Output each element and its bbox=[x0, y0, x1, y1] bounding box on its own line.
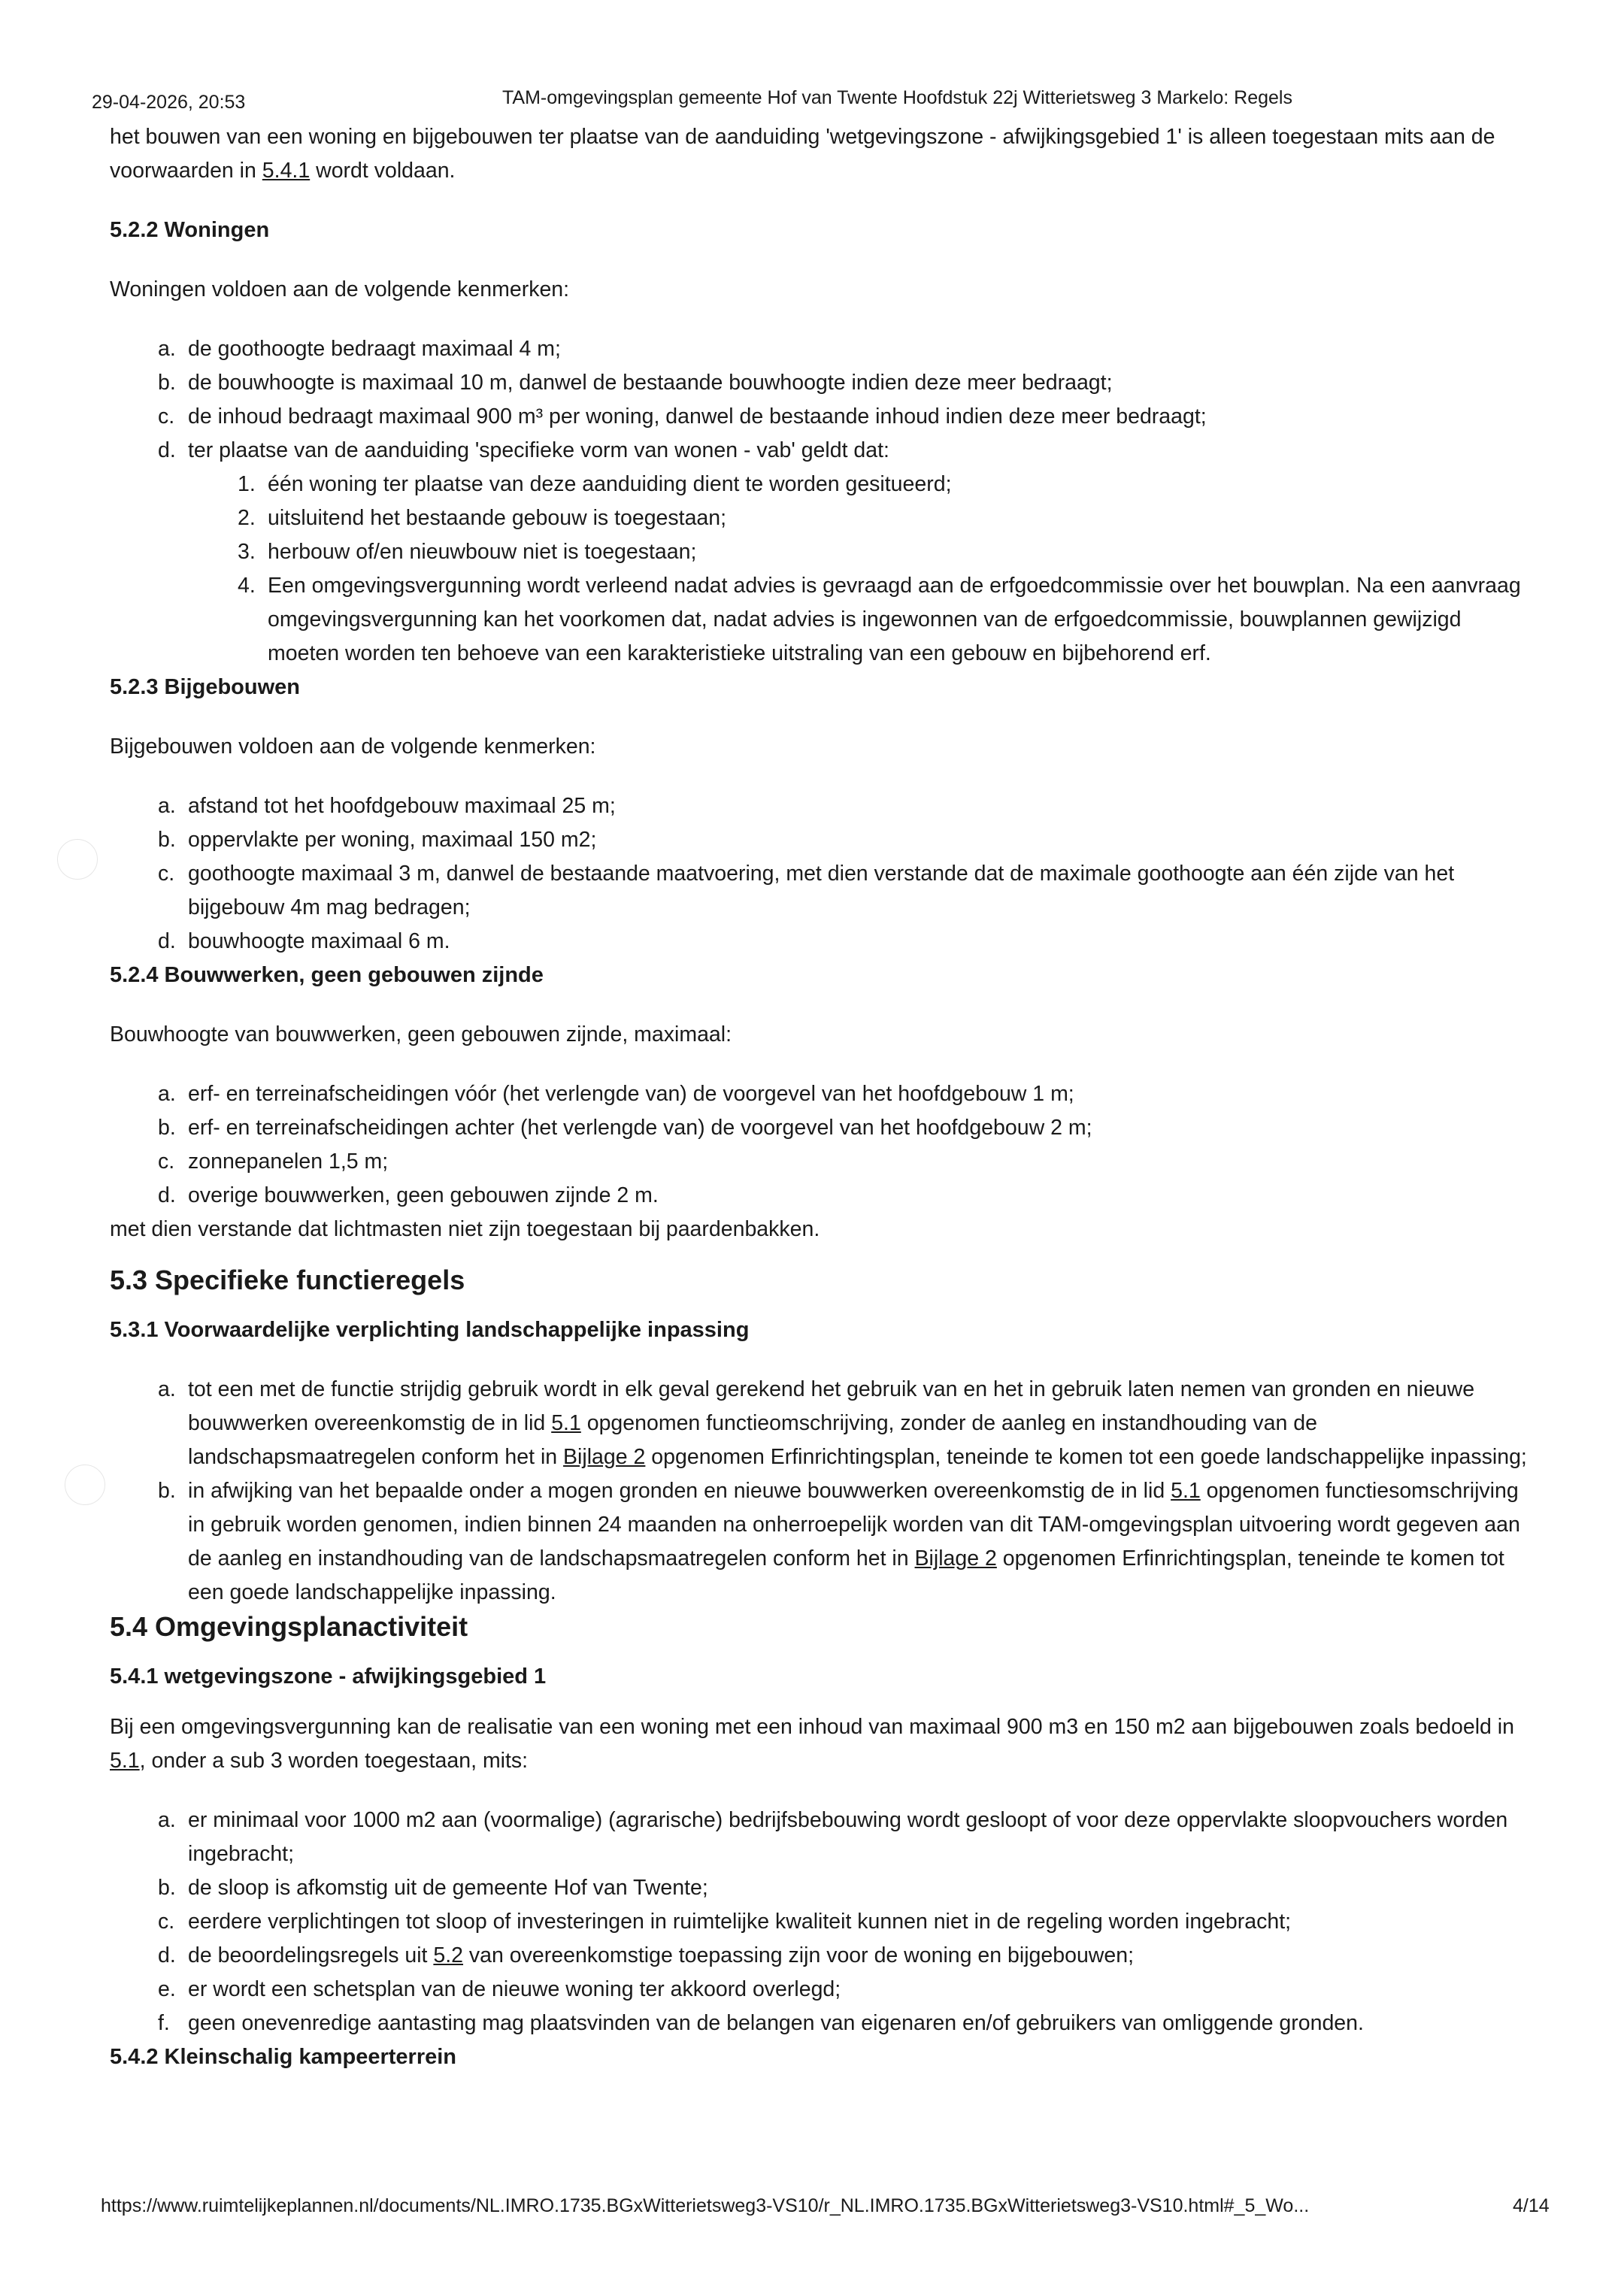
list-5-4-1 bbox=[110, 1804, 1538, 2040]
list-marker: c. bbox=[158, 1910, 175, 1934]
list-item-text: zonnepanelen 1,5 m; bbox=[188, 1150, 389, 1174]
list-item bbox=[110, 789, 1538, 823]
sublist-item bbox=[110, 468, 1538, 501]
list-marker: a. bbox=[158, 1377, 176, 1401]
list-item-text: tot een met de functie strijdig gebruik wordt in elk geval gerekend het gebruik van en het in gebruik laten nemen van gronden en nieuwe bouwwerken overeenkomstig de in lid bbox=[188, 1377, 1475, 1435]
list-item bbox=[110, 366, 1538, 400]
list-item bbox=[110, 1871, 1538, 1905]
list-item-text: de beoordelingsregels uit bbox=[188, 1943, 434, 1967]
closing-5-2-4: met dien verstande dat lichtmasten niet zijn toegestaan bij paardenbakken. bbox=[110, 1217, 820, 1241]
heading-5-3: 5.3 Specifieke functieregels bbox=[110, 1265, 465, 1295]
list-item-text: afstand tot het hoofdgebouw maximaal 25 m; bbox=[188, 794, 616, 818]
list-item-text: de sloop is afkomstig uit de gemeente Hof van Twente; bbox=[188, 1876, 708, 1900]
list-marker: b. bbox=[158, 828, 176, 852]
list-item-text: er minimaal voor 1000 m2 aan (voormalige) (agrarische) bedrijfsbebouwing wordt gesloopt of voor deze oppervlakte sloopvouchers worden ingebracht; bbox=[188, 1808, 1508, 1866]
list-marker: 1. bbox=[238, 472, 256, 496]
list-item-text: erf- en terreinafscheidingen achter (het verlengde van) de voorgevel van het hoofdgebouw 2 m; bbox=[188, 1116, 1092, 1140]
list-item bbox=[110, 434, 1538, 468]
list-item-text: er wordt een schetsplan van de nieuwe woning ter akkoord overlegd; bbox=[188, 1977, 841, 2001]
list-item-text: opgenomen Erfinrichtingsplan, teneinde te komen tot een goede landschappelijke inpassing; bbox=[645, 1445, 1527, 1469]
list-marker: 4. bbox=[238, 574, 256, 598]
list-marker: b. bbox=[158, 1479, 176, 1503]
link-bijlage-2[interactable]: Bijlage 2 bbox=[563, 1445, 646, 1469]
list-item bbox=[110, 2007, 1538, 2040]
list-marker: c. bbox=[158, 862, 175, 886]
list-item bbox=[110, 857, 1538, 925]
lead-5-2-2: Woningen voldoen aan de volgende kenmerken: bbox=[110, 277, 570, 301]
link-5-1[interactable]: 5.1 bbox=[551, 1411, 581, 1435]
list-marker: d. bbox=[158, 929, 176, 953]
list-item bbox=[110, 1804, 1538, 1871]
heading-5-2-4: 5.2.4 Bouwwerken, geen gebouwen zijnde bbox=[110, 963, 544, 987]
link-5-2[interactable]: 5.2 bbox=[433, 1943, 464, 1967]
list-5-2-2 bbox=[110, 332, 1538, 468]
list-5-2-4 bbox=[110, 1077, 1538, 1213]
list-marker: a. bbox=[158, 1082, 176, 1106]
list-item-text: goothoogte maximaal 3 m, danwel de bestaande maatvoering, met dien verstande dat de maximale goothoogte aan één zijde van het bijgebouw 4m mag bedragen; bbox=[188, 862, 1455, 919]
list-item-text: de goothoogte bedraagt maximaal 4 m; bbox=[188, 337, 561, 361]
list-item bbox=[110, 1373, 1538, 1474]
list-item-text: uitsluitend het bestaande gebouw is toegestaan; bbox=[268, 506, 727, 530]
list-marker: c. bbox=[158, 404, 175, 429]
list-marker: b. bbox=[158, 371, 176, 395]
list-item-text: van overeenkomstige toepassing zijn voor de woning en bijgebouwen; bbox=[463, 1943, 1135, 1967]
list-item-text: opgenomen Erfinrichtingsplan, teneinde te komen tot een goede landschappelijke inpassing. bbox=[188, 1546, 1504, 1604]
list-item bbox=[110, 1474, 1538, 1610]
list-item-text: in afwijking van het bepaalde onder a mogen gronden en nieuwe bouwwerken overeenkomstig de in lid bbox=[188, 1479, 1171, 1503]
list-item-text: bouwhoogte maximaal 6 m. bbox=[188, 929, 450, 953]
list-item-text: Een omgevingsvergunning wordt verleend nadat advies is gevraagd aan de erfgoedcommissie over het bouwplan. Na een aanvraag omgevingsvergunning kan het voorkomen dat, nadat advies is ingewonnen van de erfgoedcommissie, bouwplannen gewijzigd moeten worden ten behoeve van een karakteristieke uitstraling van een gebouw en bijbehorend erf. bbox=[268, 574, 1521, 665]
list-marker: 3. bbox=[238, 540, 256, 564]
heading-5-2-2: 5.2.2 Woningen bbox=[110, 218, 270, 242]
list-marker: b. bbox=[158, 1876, 176, 1900]
list-item-text: herbouw of/en nieuwbouw niet is toegestaan; bbox=[268, 540, 697, 564]
list-marker: d. bbox=[158, 438, 176, 462]
list-item-text: eerdere verplichtingen tot sloop of investeringen in ruimtelijke kwaliteit kunnen niet in de regeling worden ingebracht; bbox=[188, 1910, 1292, 1934]
list-marker: e. bbox=[158, 1977, 176, 2001]
list-marker: a. bbox=[158, 337, 176, 361]
heading-5-3-1: 5.3.1 Voorwaardelijke verplichting landschappelijke inpassing bbox=[110, 1318, 750, 1342]
list-5-3-1 bbox=[110, 1373, 1538, 1610]
list-item bbox=[110, 400, 1538, 434]
list-item-text: opgenomen functieomschrijving, zonder de aanleg en instandhouding van de landschapsmaatregelen conform het in bbox=[188, 1411, 1317, 1469]
list-marker: 2. bbox=[238, 506, 256, 530]
list-item bbox=[110, 823, 1538, 857]
list-marker: c. bbox=[158, 1150, 175, 1174]
list-item-text: geen onevenredige aantasting mag plaatsvinden van de belangen van eigenaren en/of gebruikers van omliggende gronden. bbox=[188, 2011, 1364, 2035]
list-item-text: één woning ter plaatse van deze aanduiding dient te worden gesitueerd; bbox=[268, 472, 952, 496]
list-item-text: opgenomen functiesomschrijving in gebruik worden genomen, indien binnen 24 maanden na onherroepelijk worden van dit TAM-omgevingsplan uitvoering wordt gegeven aan de aanleg en instandhouding van de landschapsmaatregelen conform het in bbox=[188, 1479, 1520, 1571]
heading-5-2-3: 5.2.3 Bijgebouwen bbox=[110, 675, 300, 699]
print-title: TAM-omgevingsplan gemeente Hof van Twente Hoofdstuk 22j Witterietsweg 3 Markelo: Regels bbox=[502, 87, 1292, 108]
list-item bbox=[110, 1111, 1538, 1145]
list-item-text: ter plaatse van de aanduiding 'specifieke vorm van wonen - vab' geldt dat: bbox=[188, 438, 889, 462]
footer-url: https://www.ruimtelijkeplannen.nl/documents/NL.IMRO.1735.BGxWitterietsweg3-VS10/r_NL.IMRO.1735.BGxWitterietsweg3-VS10.html#_5_Wo... bbox=[101, 2195, 1310, 2216]
lead-5-2-3: Bijgebouwen voldoen aan de volgende kenmerken: bbox=[110, 735, 596, 759]
intro-text-end: wordt voldaan. bbox=[310, 159, 456, 183]
lead-5-2-4: Bouwhoogte van bouwwerken, geen gebouwen zijnde, maximaal: bbox=[110, 1022, 732, 1047]
list-marker: d. bbox=[158, 1183, 176, 1207]
link-5-1[interactable]: 5.1 bbox=[110, 1749, 140, 1773]
list-item bbox=[110, 1973, 1538, 2007]
sublist-5-2-2-d bbox=[110, 468, 1538, 671]
list-item bbox=[110, 1905, 1538, 1939]
list-5-2-3 bbox=[110, 789, 1538, 959]
list-item-text: oppervlakte per woning, maximaal 150 m2; bbox=[188, 828, 597, 852]
link-5-4-1[interactable]: 5.4.1 bbox=[262, 159, 311, 183]
intro-text: het bouwen van een woning en bijgebouwen ter plaatse van de aanduiding 'wetgevingszone - afwijkingsgebied 1' is alleen toegestaan mits aan de voorwaarden in bbox=[110, 125, 1495, 183]
intro-paragraph bbox=[110, 120, 1538, 188]
lead-5-4-1 bbox=[110, 1710, 1538, 1778]
print-date: 29-04-2026, 20:53 bbox=[92, 92, 246, 113]
heading-5-4-1: 5.4.1 wetgevingszone - afwijkingsgebied 1 bbox=[110, 1664, 547, 1689]
list-item bbox=[110, 1939, 1538, 1973]
lead-text: Bij een omgevingsvergunning kan de realisatie van een woning met een inhoud van maximaal 900 m3 en 150 m2 aan bijgebouwen zoals bedoeld in bbox=[110, 1715, 1514, 1739]
footer-page-number: 4/14 bbox=[1513, 2195, 1550, 2216]
link-5-1[interactable]: 5.1 bbox=[1171, 1479, 1201, 1503]
heading-5-4-2: 5.4.2 Kleinschalig kampeerterrein bbox=[110, 2045, 456, 2069]
list-marker: a. bbox=[158, 1808, 176, 1832]
list-item-text: overige bouwwerken, geen gebouwen zijnde 2 m. bbox=[188, 1183, 659, 1207]
list-item bbox=[110, 332, 1538, 366]
punch-hole-mark bbox=[65, 1465, 105, 1505]
lead-text-end: , onder a sub 3 worden toegestaan, mits: bbox=[139, 1749, 529, 1773]
list-marker: b. bbox=[158, 1116, 176, 1140]
sublist-item bbox=[110, 501, 1538, 535]
list-item bbox=[110, 925, 1538, 959]
list-item bbox=[110, 1077, 1538, 1111]
list-marker: a. bbox=[158, 794, 176, 818]
list-marker: d. bbox=[158, 1943, 176, 1967]
sublist-item bbox=[110, 535, 1538, 569]
document-body bbox=[110, 120, 1538, 2074]
list-item bbox=[110, 1179, 1538, 1213]
list-item bbox=[110, 1145, 1538, 1179]
sublist-item bbox=[110, 569, 1538, 671]
list-item-text: de inhoud bedraagt maximaal 900 m³ per woning, danwel de bestaande inhoud indien deze meer bedraagt; bbox=[188, 404, 1207, 429]
punch-hole-mark bbox=[57, 839, 98, 880]
link-bijlage-2[interactable]: Bijlage 2 bbox=[914, 1546, 997, 1571]
list-item-text: erf- en terreinafscheidingen vóór (het verlengde van) de voorgevel van het hoofdgebouw 1 m; bbox=[188, 1082, 1074, 1106]
heading-5-4: 5.4 Omgevingsplanactiviteit bbox=[110, 1611, 468, 1642]
list-item-text: de bouwhoogte is maximaal 10 m, danwel de bestaande bouwhoogte indien deze meer bedraagt; bbox=[188, 371, 1113, 395]
list-marker: f. bbox=[158, 2011, 170, 2035]
